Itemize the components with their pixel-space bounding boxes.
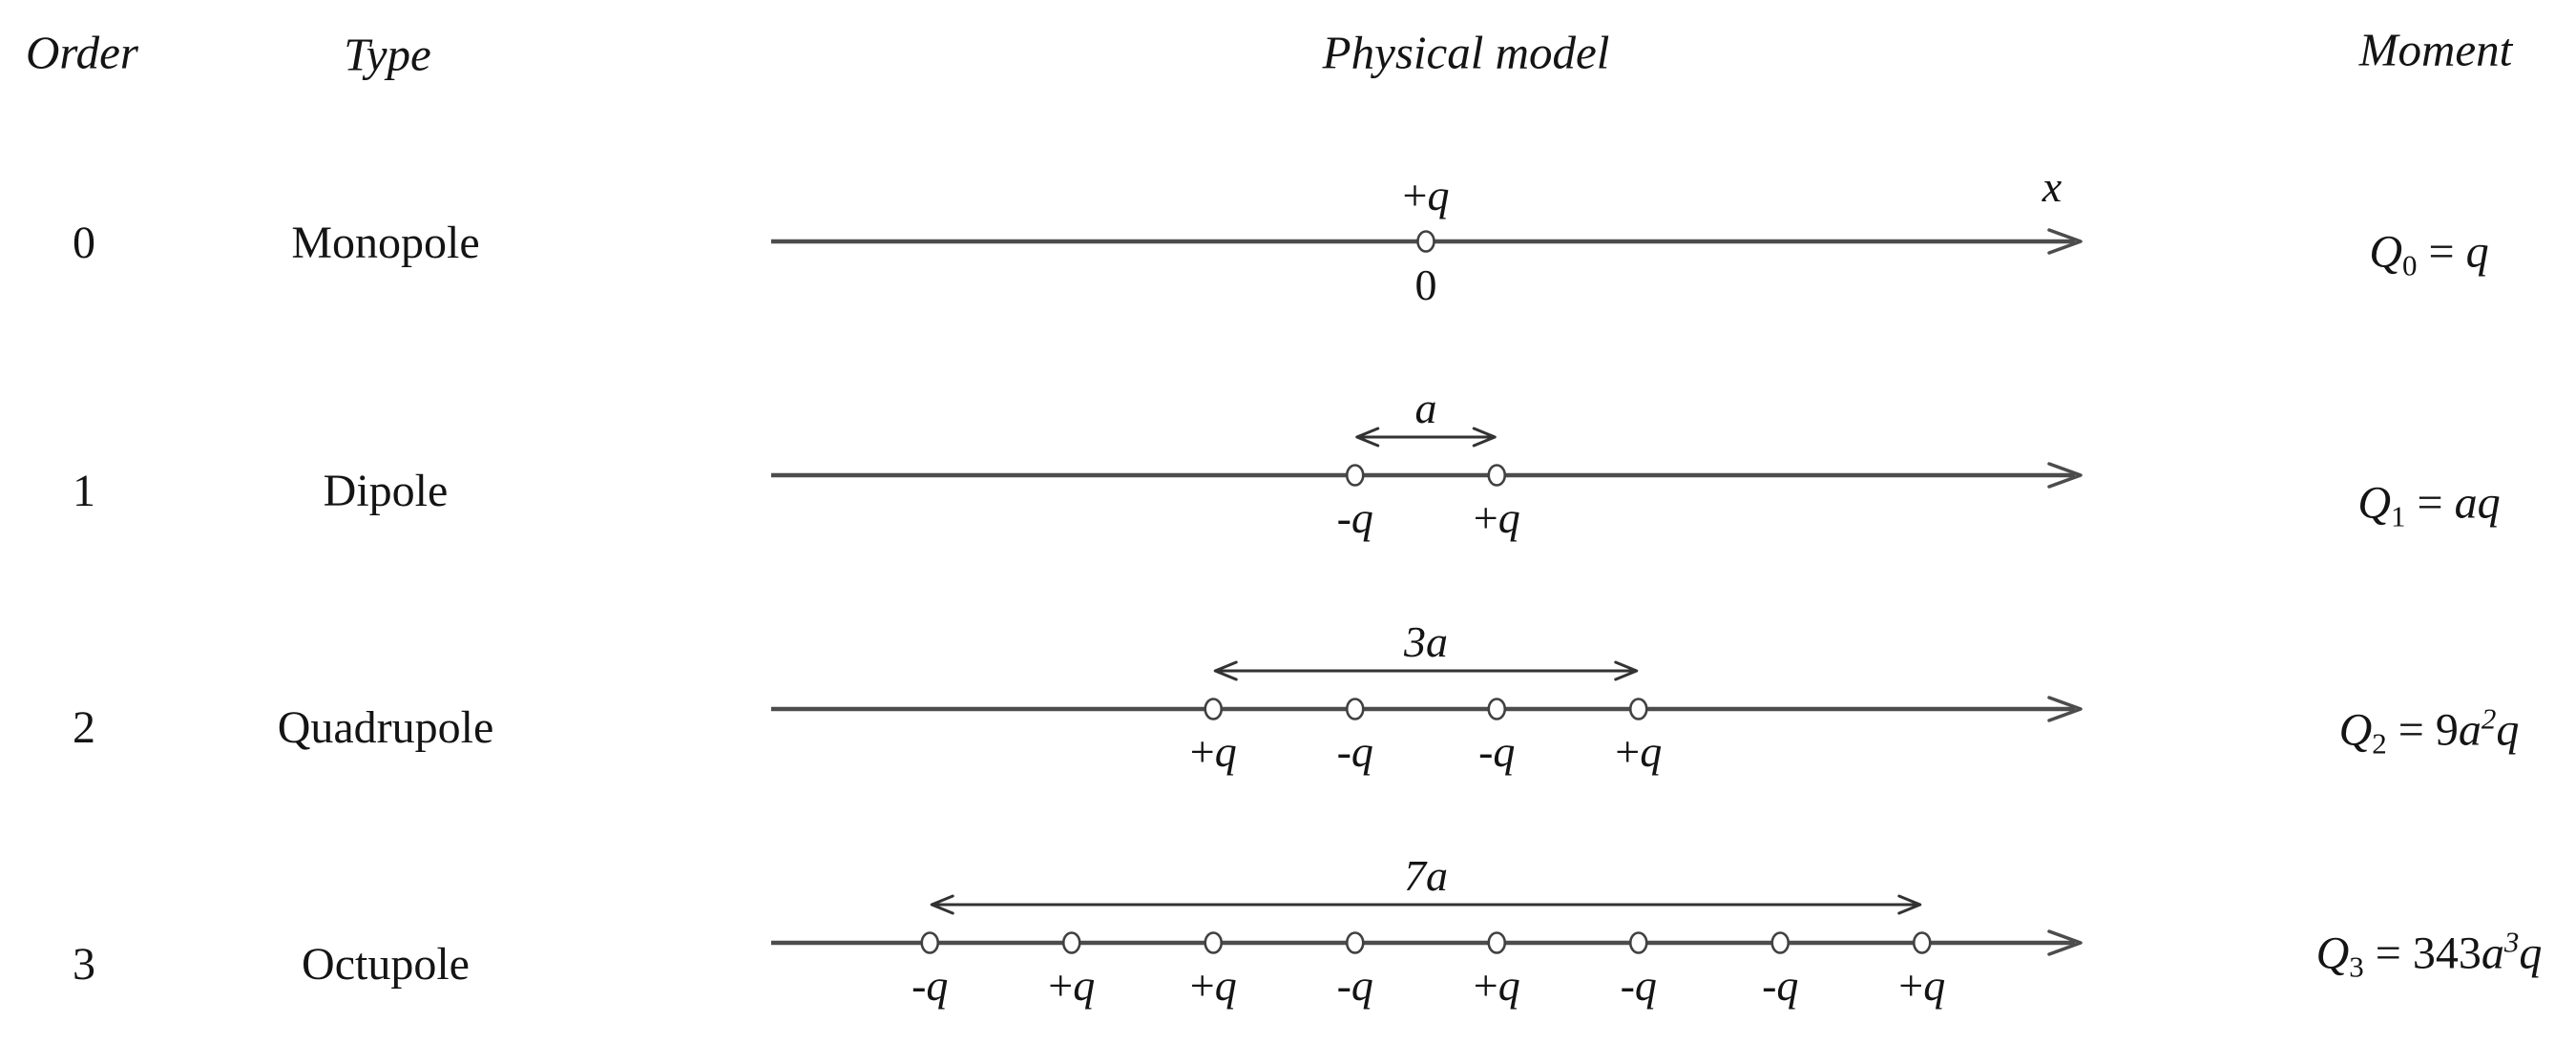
charge-sign: + [1615,727,1641,776]
moment-segment: 0 [2402,248,2418,282]
charge-circle [1205,933,1222,953]
charge-circle [922,933,938,953]
charge-circle [1418,232,1435,252]
order-value-octupole: 3 [73,939,95,990]
charge-circle [1630,699,1646,720]
moment-segment: q [2465,226,2489,278]
moment-segment: Q [2315,928,2350,979]
charge-sign: - [1336,493,1351,542]
charge-symbol: q [1214,961,1237,1010]
charge-sign: - [1336,727,1351,776]
moment-segment: Q [2357,477,2392,529]
charge-symbol: q [1214,727,1237,776]
charge-sign: + [1473,961,1498,1010]
moment-segment: 2 [2372,726,2387,761]
charge-label [1898,961,1946,1010]
charge-circle [1347,466,1363,486]
charge-symbol: q [1427,171,1450,219]
charge-symbol: q [1640,727,1663,776]
moment-segment: 1 [2391,499,2406,533]
order-value-quadrupole: 2 [73,702,95,753]
column-header-physical-model: Physical model [1322,26,1610,79]
charge-label [1336,727,1373,776]
column-header-order: Order [26,26,138,79]
charge-label [1336,493,1373,542]
charge-sign: - [1336,961,1351,1010]
charge-label [1615,727,1663,776]
moment-formula-octupole [2315,925,2543,984]
type-label-dipole: Dipole [323,466,449,516]
moment-formula-monopole [2369,226,2489,282]
charge-circle [1489,466,1505,486]
charge-sign: + [1189,727,1215,776]
type-label-monopole: Monopole [291,218,480,268]
charge-sign: + [1189,961,1215,1010]
x-axis-label: x [2042,162,2063,211]
charge-label [1189,961,1237,1010]
charge-label [1189,727,1237,776]
charge-label [1336,961,1373,1010]
moment-segment: aq [2454,477,2501,529]
column-header-moment: Moment [2358,23,2513,76]
moment-segment: 3 [2503,925,2520,959]
type-label-octupole: Octupole [302,939,470,990]
charge-symbol: q [1351,727,1373,776]
charge-sign: - [1478,727,1494,776]
moment-formula-quadrupole [2338,701,2520,761]
moment-segment: = 9 [2386,704,2459,756]
charge-circle [1489,933,1505,953]
charge-label [911,961,949,1010]
charge-symbol: q [1497,493,1520,542]
charge-circle [1630,933,1646,953]
order-value-dipole: 1 [73,466,95,516]
charge-circle [1489,699,1505,720]
order-value-monopole: 0 [73,218,95,268]
charge-symbol: q [1351,493,1373,542]
origin-label: 0 [1414,261,1437,309]
charge-label [1620,961,1657,1010]
charge-symbol: q [1493,727,1516,776]
charge-sign: - [1620,961,1635,1010]
charge-circle [1347,699,1363,720]
charge-circle [1914,933,1930,953]
charge-circle [1063,933,1079,953]
charge-circle [1205,699,1222,720]
charge-symbol: q [1351,961,1373,1010]
moment-segment: = [2405,477,2455,529]
moment-segment: a [2481,928,2504,979]
charge-sign: - [911,961,927,1010]
charge-label [1473,961,1520,1010]
type-label-quadrupole: Quadrupole [277,702,494,753]
charge-label [1478,727,1516,776]
charge-label [1048,961,1096,1010]
charge-circle [1347,933,1363,953]
moment-segment: a [2458,704,2482,756]
charge-sign: + [1402,171,1428,219]
charge-symbol: q [926,961,949,1010]
moment-formula-dipole [2357,477,2501,533]
moment-segment: = [2417,226,2466,278]
column-header-type: Type [344,28,431,81]
charge-label [1402,171,1450,219]
charge-sign: + [1473,493,1498,542]
charge-sign: + [1898,961,1924,1010]
moment-segment: q [2519,928,2543,979]
moment-segment: = 343 [2363,928,2482,979]
moment-segment: Q [2369,226,2403,278]
span-length-label: 3a [1404,617,1448,666]
span-length-label: 7a [1404,851,1448,900]
charge-sign: + [1048,961,1074,1010]
span-length-label: a [1414,384,1437,432]
moment-segment: Q [2338,704,2373,756]
charge-label [1762,961,1799,1010]
charge-circle [1772,933,1789,953]
charge-symbol: q [1073,961,1096,1010]
moment-segment: q [2496,704,2520,756]
charge-label [1473,493,1520,542]
moment-segment: 3 [2349,949,2364,984]
charge-symbol: q [1634,961,1657,1010]
charge-symbol: q [1923,961,1946,1010]
moment-segment: 2 [2481,701,2497,736]
charge-symbol: q [1497,961,1520,1010]
charge-sign: - [1762,961,1777,1010]
charge-symbol: q [1776,961,1799,1010]
